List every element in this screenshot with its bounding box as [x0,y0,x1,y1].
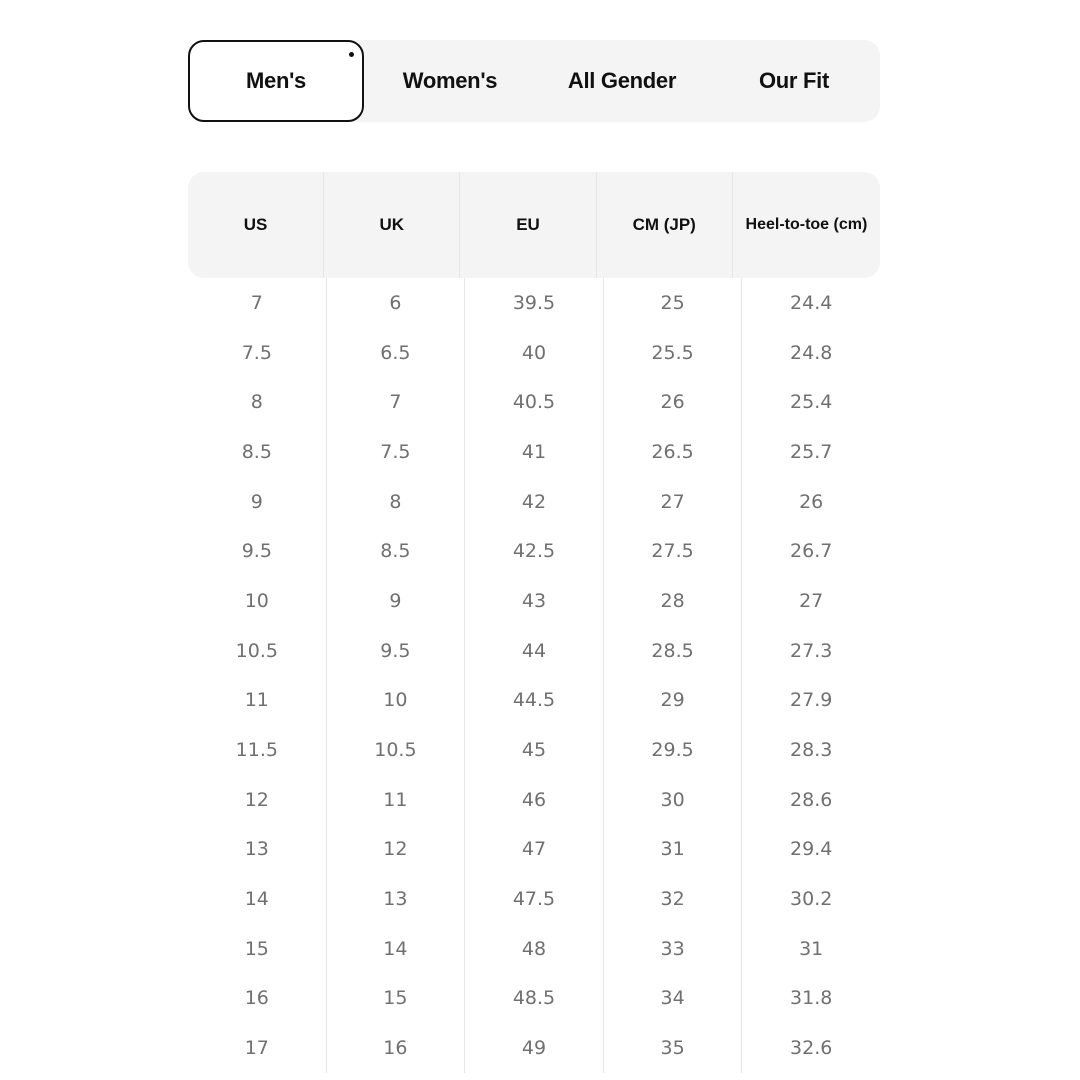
gender-tabs [188,40,880,122]
table-cell: 14 [326,924,465,974]
tab-our-fit[interactable] [708,40,880,122]
table-cell: 27 [603,477,742,527]
table-cell: 8.5 [241,440,272,463]
table-row [188,974,880,1024]
tab-all-gender[interactable] [536,40,708,122]
size-table [188,172,880,1073]
table-cell: 25.7 [741,427,880,477]
table-cell: 40.5 [464,377,603,427]
table-cell: 29 [603,676,742,726]
table-cell: 31.8 [741,974,880,1024]
active-dot-icon [349,52,354,57]
tab-mens-label: Men's [246,68,306,93]
table-cell: 16 [244,987,269,1010]
table-cell: 35 [603,1023,742,1073]
table-cell: 13 [326,874,465,924]
tab-womens-label: Women's [402,68,498,93]
table-cell: 32 [603,874,742,924]
table-cell: 16 [326,1023,465,1073]
table-body [188,278,880,1073]
table-cell: 44 [464,626,603,676]
table-cell: 27.9 [741,676,880,726]
table-cell: 27 [741,576,880,626]
table-row [188,278,880,328]
table-cell: 8 [326,477,465,527]
table-cell: 25.5 [603,328,742,378]
table-row [188,874,880,924]
table-cell: 34 [603,974,742,1024]
table-cell: 25.4 [741,377,880,427]
table-cell: 42 [464,477,603,527]
table-cell: 28.5 [603,626,742,676]
table-row [188,1023,880,1073]
table-cell: 7.5 [241,341,272,364]
table-row [188,775,880,825]
table-cell: 29.5 [603,725,742,775]
table-cell: 9.5 [326,626,465,676]
header-us: US [243,215,268,234]
table-cell: 7 [326,377,465,427]
table-cell: 43 [464,576,603,626]
table-cell: 10.5 [235,639,278,662]
table-cell: 6 [326,278,465,328]
table-cell: 15 [244,937,269,960]
table-cell: 31 [603,825,742,875]
table-cell: 29.4 [741,825,880,875]
table-cell: 32.6 [741,1023,880,1073]
table-cell: 11 [326,775,465,825]
table-row [188,427,880,477]
table-cell: 10 [326,676,465,726]
table-cell: 26.7 [741,526,880,576]
table-cell: 25 [603,278,742,328]
header-cm-jp: CM (JP) [596,172,732,278]
table-cell: 44.5 [464,676,603,726]
header-eu: EU [459,172,595,278]
table-cell: 28.3 [741,725,880,775]
table-cell: 11.5 [235,739,278,762]
table-cell: 40 [464,328,603,378]
table-cell: 17 [244,1037,269,1060]
tab-our-fit-label: Our Fit [758,68,829,93]
table-cell: 8 [250,391,263,414]
table-cell: 24.8 [741,328,880,378]
table-cell: 11 [244,689,269,712]
table-row [188,377,880,427]
size-chart [188,40,880,1073]
table-cell: 30 [603,775,742,825]
table-cell: 7 [250,291,263,314]
table-cell: 45 [464,725,603,775]
table-cell: 47.5 [464,874,603,924]
table-cell: 41 [464,427,603,477]
table-cell: 28 [603,576,742,626]
table-cell: 14 [244,888,269,911]
table-row [188,676,880,726]
table-cell: 26 [741,477,880,527]
table-cell: 8.5 [326,526,465,576]
table-cell: 12 [326,825,465,875]
table-cell: 24.4 [741,278,880,328]
table-row [188,526,880,576]
table-cell: 26.5 [603,427,742,477]
table-cell: 10 [244,589,269,612]
table-cell: 15 [326,974,465,1024]
table-cell: 10.5 [326,725,465,775]
table-cell: 9.5 [241,540,272,563]
table-cell: 27.5 [603,526,742,576]
table-row [188,924,880,974]
table-cell: 9 [250,490,263,513]
table-row [188,626,880,676]
table-cell: 7.5 [326,427,465,477]
table-cell: 28.6 [741,775,880,825]
table-cell: 13 [244,838,269,861]
table-cell: 48 [464,924,603,974]
table-cell: 6.5 [326,328,465,378]
header-uk: UK [323,172,459,278]
tab-all-gender-label: All Gender [567,68,677,93]
table-cell: 27.3 [741,626,880,676]
tab-womens[interactable] [364,40,536,122]
table-row [188,576,880,626]
table-cell: 39.5 [464,278,603,328]
table-cell: 9 [326,576,465,626]
table-header [188,172,880,278]
table-cell: 47 [464,825,603,875]
header-heel-to-toe: Heel-to-toe (cm) [732,172,880,278]
table-row [188,477,880,527]
tab-mens[interactable] [188,40,364,122]
table-row [188,725,880,775]
table-cell: 26 [603,377,742,427]
table-cell: 30.2 [741,874,880,924]
table-cell: 42.5 [464,526,603,576]
table-cell: 48.5 [464,974,603,1024]
table-row [188,328,880,378]
table-cell: 49 [464,1023,603,1073]
table-cell: 31 [741,924,880,974]
table-cell: 33 [603,924,742,974]
table-cell: 12 [244,788,269,811]
table-cell: 46 [464,775,603,825]
table-row [188,825,880,875]
